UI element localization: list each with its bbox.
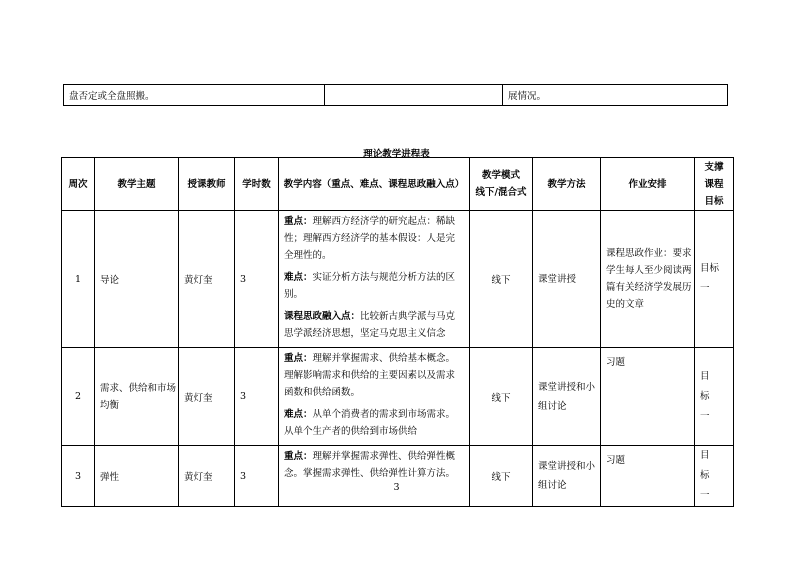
header-teacher: 授课教师 bbox=[179, 158, 235, 211]
content-cell bbox=[279, 211, 470, 348]
topic-cell: 导论 bbox=[95, 211, 179, 348]
header-hours: 学时数 bbox=[235, 158, 279, 211]
table-row bbox=[62, 211, 734, 348]
header-mode-line1: 教学模式 bbox=[481, 170, 520, 181]
teacher-cell: 黄灯奎 bbox=[179, 211, 235, 348]
target-line1: 目标 bbox=[700, 263, 720, 274]
teacher-cell: 黄灯奎 bbox=[179, 446, 235, 507]
header-mode bbox=[470, 158, 533, 211]
content-text: 比较新古典学派与马克思学派经济思想，坚定马克思主义信念 bbox=[284, 311, 456, 339]
homework-cell: 习题 bbox=[601, 446, 695, 507]
target-line2: 一 bbox=[700, 410, 710, 422]
content-label: 课程思政融入点 bbox=[284, 311, 351, 322]
table-cell: 盘否定或全盘照搬。 bbox=[64, 85, 325, 106]
header-topic: 教学主题 bbox=[95, 158, 179, 211]
topic-cell: 需求、供给和市场均衡 bbox=[95, 348, 179, 446]
previous-table-fragment bbox=[63, 84, 728, 106]
content-text: 理解并掌握需求弹性、供给弹性概念。掌握需求弹性、供给弹性计算方法。 bbox=[284, 451, 456, 479]
mode-cell: 线下 bbox=[470, 211, 533, 348]
topic-cell: 弹性 bbox=[95, 446, 179, 507]
content-text: 理解并掌握需求、供给基本概念。理解影响需求和供给的主要因素以及需求函数和供给函数。 bbox=[284, 353, 456, 398]
header-week: 周次 bbox=[62, 158, 95, 211]
teaching-schedule-table bbox=[61, 157, 734, 507]
target-cell bbox=[695, 446, 734, 507]
hours-cell: 3 bbox=[235, 348, 279, 446]
teacher-cell: 黄灯奎 bbox=[179, 348, 235, 446]
table-title: 理论教学进程表 bbox=[363, 149, 430, 160]
content-item: 重点：理解并掌握需求、供给基本概念。理解影响需求和供给的主要因素以及需求函数和供给函数。 bbox=[284, 353, 456, 398]
content-item: 重点：理解并掌握需求弹性、供给弹性概念。掌握需求弹性、供给弹性计算方法。 bbox=[284, 451, 456, 479]
content-text: 从单个消费者的需求到市场需求。从单个生产者的供给到市场供给 bbox=[284, 409, 456, 437]
target-cell bbox=[695, 348, 734, 446]
content-text: 理解西方经济学的研究起点：稀缺性；理解西方经济学的基本假设：人是完全理性的。 bbox=[284, 216, 456, 261]
target-line1: 目标 bbox=[700, 370, 720, 402]
table-row bbox=[64, 85, 728, 106]
target-line2: 一 bbox=[700, 283, 710, 294]
header-mode-line2: 线下/混合式 bbox=[475, 187, 527, 198]
header-row bbox=[62, 158, 734, 211]
header-homework: 作业安排 bbox=[601, 158, 695, 211]
homework-cell: 课程思政作业：要求学生每人至少阅读两篇有关经济学发展历史的文章 bbox=[601, 211, 695, 348]
week-cell: 3 bbox=[62, 446, 95, 507]
content-label: 重点 bbox=[284, 451, 304, 462]
table-cell: 展情况。 bbox=[503, 85, 728, 106]
content-label: 重点 bbox=[284, 353, 304, 364]
content-label: 重点 bbox=[284, 216, 304, 227]
table-cell bbox=[325, 85, 503, 106]
content-item: 难点：实证分析方法与规范分析方法的区别。 bbox=[284, 272, 456, 300]
hours-cell: 3 bbox=[235, 211, 279, 348]
homework-cell: 习题 bbox=[601, 348, 695, 446]
week-cell: 1 bbox=[62, 211, 95, 348]
target-cell bbox=[695, 211, 734, 348]
week-cell: 2 bbox=[62, 348, 95, 446]
method-cell: 课堂讲授和小组讨论 bbox=[533, 446, 601, 507]
table-row bbox=[62, 446, 734, 507]
header-content: 教学内容（重点、难点、课程思政融入点） bbox=[279, 158, 470, 211]
content-label: 难点 bbox=[284, 272, 304, 283]
hours-cell: 3 bbox=[235, 446, 279, 507]
content-cell bbox=[279, 348, 470, 446]
content-text: 实证分析方法与规范分析方法的区别。 bbox=[284, 272, 456, 300]
target-line1: 目标 bbox=[700, 450, 720, 481]
mode-cell: 线下 bbox=[470, 348, 533, 446]
header-target-line2: 课程 bbox=[704, 178, 724, 190]
content-item: 课程思政融入点：比较新古典学派与马克思学派经济思想，坚定马克思主义信念 bbox=[284, 311, 456, 339]
content-item: 难点：从单个消费者的需求到市场需求。从单个生产者的供给到市场供给 bbox=[284, 409, 456, 437]
page-number: 3 bbox=[393, 482, 400, 493]
header-target bbox=[695, 158, 734, 211]
content-cell bbox=[279, 446, 470, 507]
target-line2: 一 bbox=[700, 490, 710, 501]
header-target-line1: 支撑 bbox=[704, 161, 724, 173]
method-cell: 课堂讲授 bbox=[533, 211, 601, 348]
content-label: 难点 bbox=[284, 409, 304, 420]
method-cell: 课堂讲授和小组讨论 bbox=[533, 348, 601, 446]
table-row bbox=[62, 348, 734, 446]
content-item: 重点：理解西方经济学的研究起点：稀缺性；理解西方经济学的基本假设：人是完全理性的。 bbox=[284, 216, 456, 261]
mode-cell: 线下 bbox=[470, 446, 533, 507]
header-method: 教学方法 bbox=[533, 158, 601, 211]
header-target-line3: 目标 bbox=[704, 195, 724, 207]
